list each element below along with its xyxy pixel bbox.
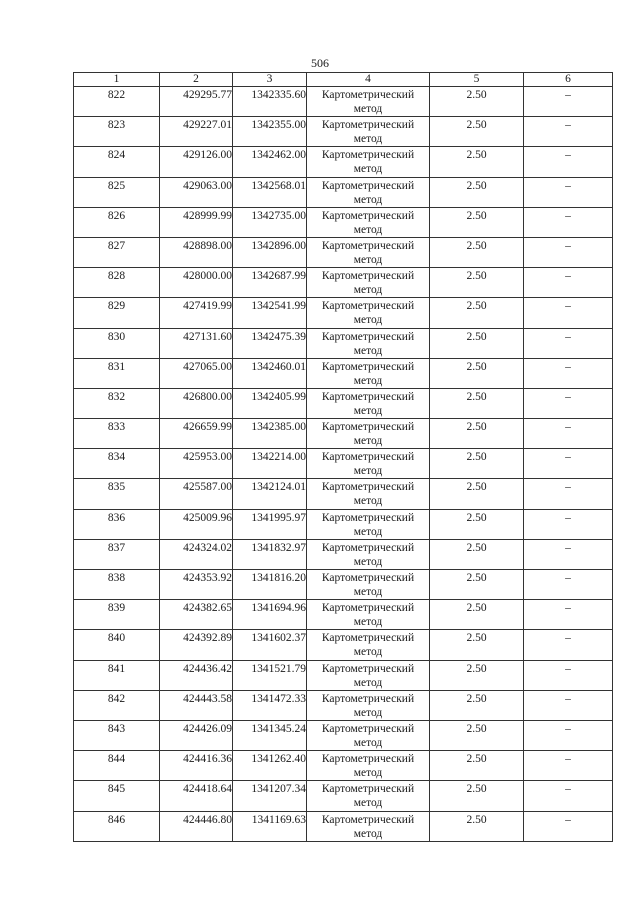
table-row [74,781,613,811]
note-cell: – [524,328,613,358]
method-cell [307,207,430,237]
accuracy-cell: 2.50 [430,147,524,177]
y-coordinate-cell: 1341345.24 [233,720,307,750]
note-cell: – [524,570,613,600]
method-line-1: Картометрический [321,149,415,162]
method-line-1: Картометрический [321,632,415,645]
method-line-2: метод [353,797,383,810]
method-line-1: Картометрический [321,753,415,766]
table-row [74,358,613,388]
point-number-cell: 845 [74,781,160,811]
point-number-cell: 843 [74,720,160,750]
method-cell [307,449,430,479]
y-coordinate-cell: 1341832.97 [233,539,307,569]
method-line-2: метод [353,736,383,749]
method-cell [307,388,430,418]
x-coordinate-cell: 424324.02 [160,539,233,569]
y-coordinate-cell: 1342405.99 [233,388,307,418]
y-coordinate-cell: 1342568.01 [233,177,307,207]
table-row [74,298,613,328]
note-cell: – [524,388,613,418]
y-coordinate-cell: 1342355.00 [233,117,307,147]
table-row [74,117,613,147]
note-cell: – [524,117,613,147]
accuracy-cell: 2.50 [430,781,524,811]
note-cell: – [524,751,613,781]
x-coordinate-cell: 429227.01 [160,117,233,147]
point-number-cell: 840 [74,630,160,660]
point-number-cell: 830 [74,328,160,358]
x-coordinate-cell: 424436.42 [160,660,233,690]
method-line-2: метод [353,495,383,508]
accuracy-cell: 2.50 [430,751,524,781]
note-cell: – [524,539,613,569]
point-number-cell: 837 [74,539,160,569]
column-header-5: 5 [430,73,524,87]
point-number-cell: 824 [74,147,160,177]
accuracy-cell: 2.50 [430,660,524,690]
accuracy-cell: 2.50 [430,388,524,418]
table-row [74,600,613,630]
method-line-2: метод [353,676,383,689]
y-coordinate-cell: 1342687.99 [233,268,307,298]
table-row [74,751,613,781]
note-cell: – [524,419,613,449]
accuracy-cell: 2.50 [430,419,524,449]
method-line-1: Картометрический [321,511,415,524]
method-line-2: метод [353,555,383,568]
y-coordinate-cell: 1341169.63 [233,811,307,841]
table-row [74,509,613,539]
x-coordinate-cell: 427065.00 [160,358,233,388]
method-line-1: Картометрический [321,451,415,464]
method-line-1: Картометрический [321,89,415,101]
method-line-2: метод [353,404,383,417]
x-coordinate-cell: 425953.00 [160,449,233,479]
table-row [74,449,613,479]
method-cell [307,298,430,328]
accuracy-cell: 2.50 [430,87,524,117]
note-cell: – [524,449,613,479]
method-line-2: метод [353,133,383,146]
accuracy-cell: 2.50 [430,237,524,267]
y-coordinate-cell: 1342335.60 [233,87,307,117]
note-cell: – [524,720,613,750]
method-line-1: Картометрический [321,783,415,796]
accuracy-cell: 2.50 [430,207,524,237]
method-line-1: Картометрический [321,330,415,343]
x-coordinate-cell: 429063.00 [160,177,233,207]
method-line-1: Картометрический [321,692,415,705]
y-coordinate-cell: 1342896.00 [233,237,307,267]
x-coordinate-cell: 425587.00 [160,479,233,509]
y-coordinate-cell: 1341521.79 [233,660,307,690]
point-number-cell: 846 [74,811,160,841]
method-line-2: метод [353,827,383,840]
y-coordinate-cell: 1341816.20 [233,570,307,600]
method-line-1: Картометрический [321,541,415,554]
method-cell [307,660,430,690]
table-body [74,87,613,842]
table-row [74,207,613,237]
accuracy-cell: 2.50 [430,328,524,358]
point-number-cell: 839 [74,600,160,630]
method-line-2: метод [353,223,383,236]
note-cell: – [524,207,613,237]
note-cell: – [524,509,613,539]
table-row [74,147,613,177]
note-cell: – [524,358,613,388]
point-number-cell: 841 [74,660,160,690]
method-line-1: Картометрический [321,813,415,826]
point-number-cell: 828 [74,268,160,298]
table-row [74,419,613,449]
table-row [74,237,613,267]
x-coordinate-cell: 424416.36 [160,751,233,781]
table-row [74,720,613,750]
table-row [74,811,613,841]
accuracy-cell: 2.50 [430,479,524,509]
y-coordinate-cell: 1341262.40 [233,751,307,781]
method-cell [307,570,430,600]
point-number-cell: 831 [74,358,160,388]
note-cell: – [524,147,613,177]
point-number-cell: 823 [74,117,160,147]
x-coordinate-cell: 427419.99 [160,298,233,328]
accuracy-cell: 2.50 [430,539,524,569]
method-line-1: Картометрический [321,179,415,192]
method-line-2: метод [353,253,383,266]
accuracy-cell: 2.50 [430,600,524,630]
method-cell [307,479,430,509]
method-cell [307,268,430,298]
y-coordinate-cell: 1341694.96 [233,600,307,630]
accuracy-cell: 2.50 [430,630,524,660]
y-coordinate-cell: 1342124.01 [233,479,307,509]
method-line-1: Картометрический [321,270,415,283]
point-number-cell: 835 [74,479,160,509]
note-cell: – [524,479,613,509]
y-coordinate-cell: 1342735.00 [233,207,307,237]
method-cell [307,147,430,177]
accuracy-cell: 2.50 [430,268,524,298]
point-number-cell: 844 [74,751,160,781]
method-cell [307,781,430,811]
method-line-1: Картометрический [321,572,415,584]
note-cell: – [524,298,613,328]
method-cell [307,419,430,449]
point-number-cell: 832 [74,388,160,418]
method-line-2: метод [353,435,383,448]
accuracy-cell: 2.50 [430,449,524,479]
method-line-1: Картометрический [321,119,415,132]
table-row [74,479,613,509]
note-cell: – [524,600,613,630]
method-cell [307,720,430,750]
table-row [74,630,613,660]
method-cell [307,87,430,117]
x-coordinate-cell: 424418.64 [160,781,233,811]
accuracy-cell: 2.50 [430,117,524,147]
table-row [74,539,613,569]
point-number-cell: 834 [74,449,160,479]
method-line-1: Картометрический [321,239,415,252]
accuracy-cell: 2.50 [430,298,524,328]
method-cell [307,600,430,630]
method-cell [307,751,430,781]
method-cell [307,509,430,539]
table-row [74,328,613,358]
method-line-2: метод [353,767,383,780]
method-line-1: Картометрический [321,602,415,615]
x-coordinate-cell: 428898.00 [160,237,233,267]
y-coordinate-cell: 1341207.34 [233,781,307,811]
y-coordinate-cell: 1342475.39 [233,328,307,358]
x-coordinate-cell: 424443.58 [160,690,233,720]
note-cell: – [524,177,613,207]
x-coordinate-cell: 425009.96 [160,509,233,539]
method-line-2: метод [353,646,383,659]
point-number-cell: 836 [74,509,160,539]
method-line-2: метод [353,374,383,387]
point-number-cell: 826 [74,207,160,237]
point-number-cell: 842 [74,690,160,720]
coordinates-table [73,72,613,842]
accuracy-cell: 2.50 [430,358,524,388]
method-cell [307,539,430,569]
y-coordinate-cell: 1341602.37 [233,630,307,660]
x-coordinate-cell: 428999.99 [160,207,233,237]
point-number-cell: 822 [74,87,160,117]
note-cell: – [524,268,613,298]
method-cell [307,177,430,207]
note-cell: – [524,630,613,660]
method-line-2: метод [353,706,383,719]
method-cell [307,811,430,841]
x-coordinate-cell: 424426.09 [160,720,233,750]
method-line-2: метод [353,193,383,206]
x-coordinate-cell: 429126.00 [160,147,233,177]
note-cell: – [524,237,613,267]
method-line-2: метод [353,163,383,176]
method-line-2: метод [353,586,383,598]
point-number-cell: 838 [74,570,160,600]
method-cell [307,630,430,660]
page-number: 506 [311,56,329,70]
method-cell [307,117,430,147]
column-header-2: 2 [160,73,233,87]
method-line-1: Картометрический [321,481,415,494]
y-coordinate-cell: 1342460.01 [233,358,307,388]
point-number-cell: 827 [74,237,160,267]
x-coordinate-cell: 426800.00 [160,388,233,418]
method-cell [307,237,430,267]
y-coordinate-cell: 1342214.00 [233,449,307,479]
method-line-2: метод [353,525,383,538]
accuracy-cell: 2.50 [430,570,524,600]
method-line-1: Картометрический [321,662,415,675]
accuracy-cell: 2.50 [430,690,524,720]
note-cell: – [524,690,613,720]
method-line-2: метод [353,344,383,357]
table-row [74,660,613,690]
column-header-3: 3 [233,73,307,87]
method-line-1: Картометрический [321,300,415,313]
method-line-1: Картометрический [321,421,415,434]
method-line-1: Картометрический [321,390,415,403]
method-line-2: метод [353,314,383,327]
note-cell: – [524,781,613,811]
x-coordinate-cell: 429295.77 [160,87,233,117]
accuracy-cell: 2.50 [430,177,524,207]
y-coordinate-cell: 1342385.00 [233,419,307,449]
table-row [74,177,613,207]
y-coordinate-cell: 1341472.33 [233,690,307,720]
note-cell: – [524,87,613,117]
point-number-cell: 829 [74,298,160,328]
table-row [74,268,613,298]
table-row [74,570,613,600]
x-coordinate-cell: 424382.65 [160,600,233,630]
method-line-2: метод [353,465,383,478]
method-cell [307,328,430,358]
method-cell [307,690,430,720]
method-line-2: метод [353,616,383,629]
column-header-1: 1 [74,73,160,87]
table-row [74,388,613,418]
point-number-cell: 833 [74,419,160,449]
x-coordinate-cell: 426659.99 [160,419,233,449]
method-cell [307,358,430,388]
column-header-6: 6 [524,73,613,87]
y-coordinate-cell: 1342541.99 [233,298,307,328]
x-coordinate-cell: 428000.00 [160,268,233,298]
x-coordinate-cell: 424353.92 [160,570,233,600]
accuracy-cell: 2.50 [430,811,524,841]
method-line-2: метод [353,103,383,115]
table-header-row [74,73,613,87]
method-line-1: Картометрический [321,722,415,735]
point-number-cell: 825 [74,177,160,207]
x-coordinate-cell: 427131.60 [160,328,233,358]
x-coordinate-cell: 424392.89 [160,630,233,660]
x-coordinate-cell: 424446.80 [160,811,233,841]
table-row [74,87,613,117]
column-header-4: 4 [307,73,430,87]
y-coordinate-cell: 1341995.97 [233,509,307,539]
method-line-2: метод [353,284,383,297]
note-cell: – [524,660,613,690]
table-row [74,690,613,720]
accuracy-cell: 2.50 [430,720,524,750]
note-cell: – [524,811,613,841]
method-line-1: Картометрический [321,360,415,373]
accuracy-cell: 2.50 [430,509,524,539]
method-line-1: Картометрический [321,209,415,222]
y-coordinate-cell: 1342462.00 [233,147,307,177]
